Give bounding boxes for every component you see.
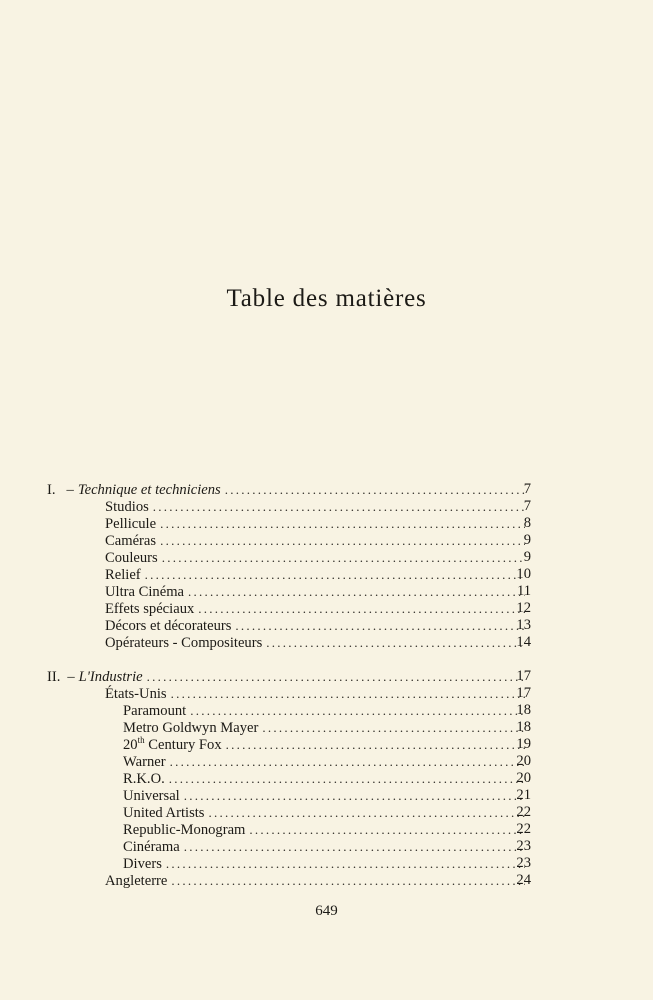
dot-leader [208, 804, 525, 821]
page-number: 8 [523, 515, 531, 531]
dot-leader [249, 821, 525, 838]
entry-label: Warner [123, 754, 166, 770]
toc-subentry [123, 719, 531, 736]
page-number: 20 [516, 770, 531, 786]
part-dash: – [66, 482, 74, 498]
page-number: 12 [516, 600, 531, 616]
entry-label: United Artists [123, 805, 205, 821]
entry-label: Republic-Monogram [123, 822, 246, 838]
page-number: 24 [516, 872, 531, 888]
dot-leader [262, 719, 525, 736]
entry-label: Caméras [105, 533, 157, 549]
toc-subentry [123, 702, 531, 719]
part-heading [47, 481, 531, 498]
entry-label: Effets spéciaux [105, 601, 195, 617]
toc-subentry [123, 804, 531, 821]
entry-label-superscript: th [137, 735, 145, 746]
part-heading [47, 668, 531, 685]
dot-leader [171, 685, 525, 702]
toc-entry [105, 566, 531, 583]
page-number: 11 [516, 583, 531, 599]
toc-entry [105, 549, 531, 566]
part-title: L'Industrie [78, 669, 143, 685]
dot-leader [145, 566, 525, 583]
page-number: 9 [523, 532, 531, 548]
page-number: 18 [516, 702, 531, 718]
toc-subentry [123, 821, 531, 838]
entry-label: Opérateurs - Compositeurs [105, 635, 263, 651]
entry-label: Metro Goldwyn Mayer [123, 720, 259, 736]
entry-label: Cinérama [123, 839, 180, 855]
entry-label: États-Unis [105, 686, 167, 702]
page-number: 23 [516, 855, 531, 871]
page-number: 18 [516, 719, 531, 735]
toc-entry [105, 583, 531, 600]
part-number: I. [47, 482, 56, 498]
toc-entry [105, 600, 531, 617]
part-dash: – [67, 669, 75, 685]
entry-label: Universal [123, 788, 180, 804]
toc-entry [105, 617, 531, 634]
dot-leader [188, 583, 525, 600]
dot-leader [162, 549, 525, 566]
toc-entry [105, 634, 531, 651]
dot-leader [190, 702, 525, 719]
dot-leader [160, 515, 525, 532]
page-number: 7 [523, 498, 531, 514]
page-number: 13 [516, 617, 531, 633]
page-title: Table des matières [226, 284, 427, 312]
toc-entry [105, 515, 531, 532]
part-number: II. [47, 669, 61, 685]
entry-label: Angleterre [105, 873, 168, 889]
entry-label: Studios [105, 499, 149, 515]
toc-subentry [123, 736, 531, 753]
entry-label: R.K.O. [123, 771, 165, 787]
toc-entry [105, 532, 531, 549]
entry-label-number: 20 [123, 737, 138, 753]
page-number: 17 [516, 668, 531, 684]
entry-label: Relief [105, 567, 141, 583]
page-number: 20 [516, 753, 531, 769]
dot-leader [153, 498, 525, 515]
page-number: 22 [516, 821, 531, 837]
part-title: Technique et techniciens [77, 482, 221, 498]
toc-entry [105, 685, 531, 702]
dot-leader [226, 736, 525, 753]
entry-label: Ultra Cinéma [105, 584, 185, 600]
entry-label: Couleurs [105, 550, 158, 566]
page-number: 21 [516, 787, 531, 803]
dot-leader [170, 753, 525, 770]
dot-leader [147, 668, 525, 685]
dot-leader [171, 872, 525, 889]
dot-leader [169, 770, 525, 787]
page-number: 7 [523, 481, 531, 497]
page-number: 22 [516, 804, 531, 820]
page-number: 9 [523, 549, 531, 565]
entry-label: Paramount [123, 703, 187, 719]
toc-subentry [123, 838, 531, 855]
page-number: 14 [516, 634, 531, 650]
page-number: 23 [516, 838, 531, 854]
dot-leader [266, 634, 525, 651]
dot-leader [160, 532, 525, 549]
dot-leader [166, 855, 525, 872]
page-number: 17 [516, 685, 531, 701]
entry-label: Divers [123, 856, 162, 872]
entry-label-rest: Century Fox [144, 737, 222, 753]
toc-subentry [123, 770, 531, 787]
dot-leader [184, 787, 525, 804]
dot-leader [198, 600, 525, 617]
toc-entry [105, 872, 531, 889]
toc-subentry [123, 855, 531, 872]
dot-leader [235, 617, 525, 634]
page-number: 10 [516, 566, 531, 582]
dot-leader [184, 838, 525, 855]
page-number: 19 [516, 736, 531, 752]
entry-label: Pellicule [105, 516, 157, 532]
toc-entry [105, 498, 531, 515]
page-folio: 649 [315, 903, 338, 919]
toc-subentry [123, 787, 531, 804]
toc-subentry [123, 753, 531, 770]
dot-leader [225, 481, 525, 498]
entry-label [123, 737, 222, 754]
entry-label: Décors et décorateurs [105, 618, 232, 634]
